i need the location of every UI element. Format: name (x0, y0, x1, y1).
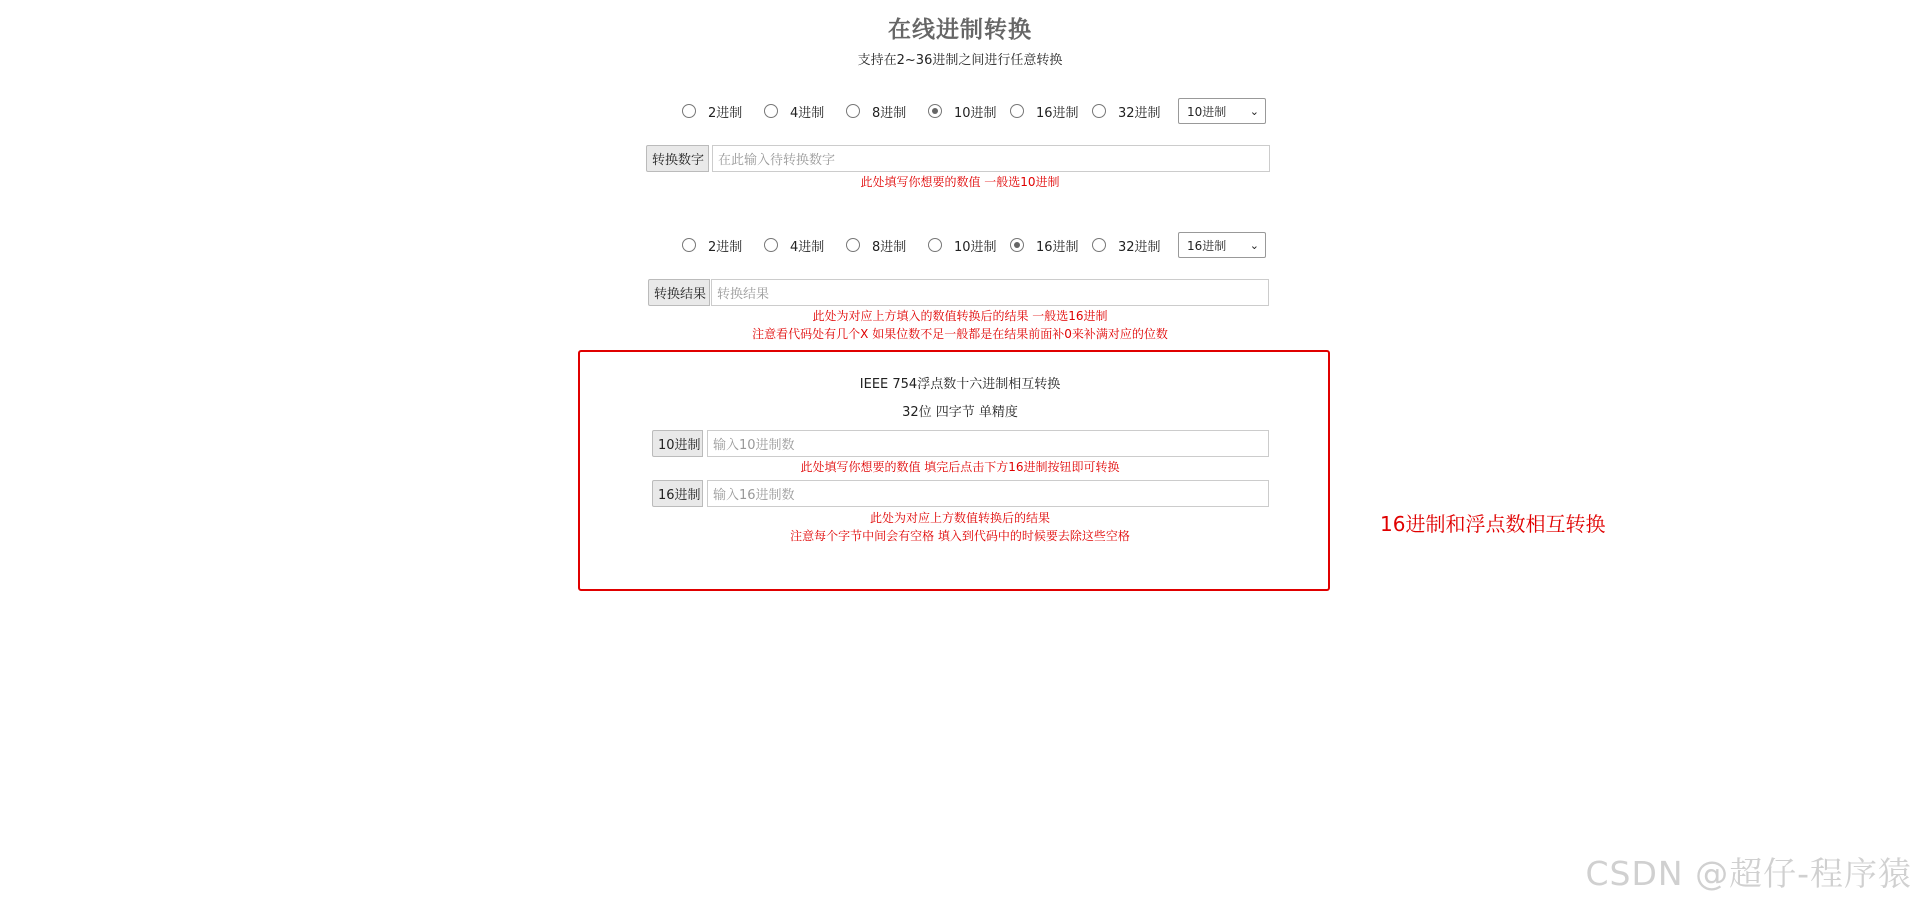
select-value: 16进制 (1187, 238, 1227, 253)
chevron-down-icon: ⌄ (1249, 238, 1259, 252)
ieee-hex-field (652, 480, 1269, 507)
watermark: CSDN @超仔-程序猿 (1585, 854, 1912, 893)
select-value: 10进制 (1187, 104, 1227, 119)
ieee-decimal-hint: 此处填写你想要的数值 填完后点击下方16进制按钮即可转换 (800, 460, 1120, 474)
radio-option-4[interactable]: 4进制 (764, 102, 846, 121)
side-annotation: 16进制和浮点数相互转换 (1380, 512, 1606, 536)
convert-number-label: 转换数字 (646, 145, 709, 172)
radio-option-10[interactable]: 10进制 (928, 236, 1010, 255)
convert-result-input[interactable]: 转换结果 (711, 279, 1269, 306)
ieee-hex-input[interactable]: 输入16进制数 (707, 480, 1269, 507)
radio-option-16[interactable]: 16进制 (1010, 102, 1092, 121)
radio-option-8[interactable]: 8进制 (846, 236, 928, 255)
radio-button-checked[interactable] (1010, 238, 1024, 252)
ieee-hex-hint-line2: 注意每个字节中间会有空格 填入到代码中的时候要去除这些空格 (790, 529, 1130, 543)
input-base-radio-group (682, 100, 1266, 122)
radio-button[interactable] (764, 104, 778, 118)
radio-option-10[interactable]: 10进制 (928, 102, 1010, 121)
output-base-radio-group (682, 234, 1266, 256)
radio-option-4[interactable]: 4进制 (764, 236, 846, 255)
ieee-decimal-input[interactable]: 输入10进制数 (707, 430, 1269, 457)
ieee-title: IEEE 754浮点数十六进制相互转换 (859, 377, 1061, 392)
radio-button[interactable] (1092, 238, 1106, 252)
radio-button[interactable] (764, 238, 778, 252)
radio-option-16[interactable]: 16进制 (1010, 236, 1092, 255)
radio-button[interactable] (928, 238, 942, 252)
radio-option-2[interactable]: 2进制 (682, 236, 764, 255)
radio-button[interactable] (1092, 104, 1106, 118)
page-subtitle: 支持在2~36进制之间进行任意转换 (857, 53, 1063, 68)
radio-button[interactable] (1010, 104, 1024, 118)
radio-button[interactable] (846, 238, 860, 252)
ieee-hex-label: 16进制 (652, 480, 703, 507)
ieee-decimal-field (652, 430, 1269, 457)
ieee-decimal-label: 10进制 (652, 430, 703, 457)
convert-number-field (646, 145, 1270, 172)
convert-number-input[interactable]: 在此输入待转换数字 (712, 145, 1270, 172)
radio-button[interactable] (682, 104, 696, 118)
convert-result-label: 转换结果 (648, 279, 710, 306)
radio-button-checked[interactable] (928, 104, 942, 118)
radio-option-2[interactable]: 2进制 (682, 102, 764, 121)
ieee-hex-hint-line1: 此处为对应上方数值转换后的结果 (869, 511, 1050, 525)
result-hint-line1: 此处为对应上方填入的数值转换后的结果 一般选16进制 (812, 309, 1108, 323)
input-hint: 此处填写你想要的数值 一般选10进制 (860, 175, 1060, 189)
page-title: 在线进制转换 (888, 17, 1032, 43)
output-base-select[interactable] (1178, 232, 1266, 258)
ieee-subtitle: 32位 四字节 单精度 (902, 405, 1018, 420)
radio-option-8[interactable]: 8进制 (846, 102, 928, 121)
convert-result-field (648, 279, 1269, 306)
radio-button[interactable] (682, 238, 696, 252)
radio-option-32[interactable]: 32进制 (1092, 236, 1168, 255)
result-hint-line2: 注意看代码处有几个X 如果位数不足一般都是在结果前面补0来补满对应的位数 (752, 327, 1168, 341)
input-base-select[interactable] (1178, 98, 1266, 124)
chevron-down-icon: ⌄ (1249, 104, 1259, 118)
radio-button[interactable] (846, 104, 860, 118)
radio-option-32[interactable]: 32进制 (1092, 102, 1168, 121)
